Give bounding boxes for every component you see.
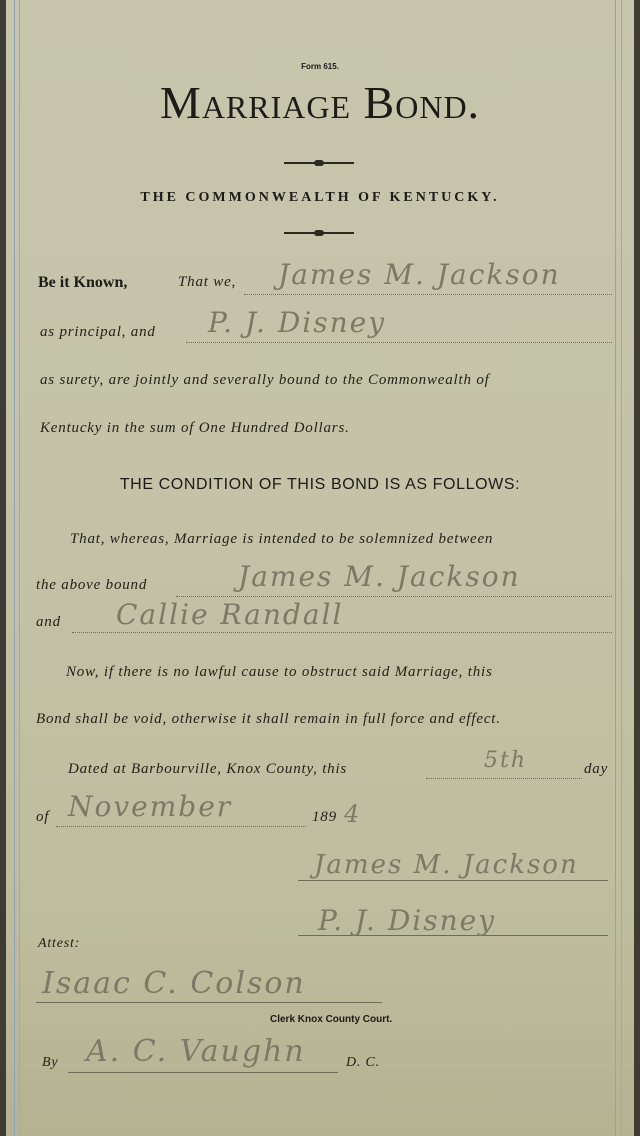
title-ornament: [284, 162, 354, 164]
lawful-cause-clause: Now, if there is no lawful cause to obstruct said Marriage, this: [66, 664, 493, 680]
be-it-known-label: Be it Known,: [38, 274, 128, 291]
above-bound-label: the above bound: [36, 577, 148, 593]
clerk-line: [36, 1002, 382, 1003]
attest-label: Attest:: [38, 936, 81, 951]
margin-line-left-red: [19, 0, 20, 1136]
subtitle-ornament: [284, 232, 354, 234]
principal-line: [244, 294, 612, 295]
and-label: and: [36, 614, 61, 630]
of-label: of: [36, 809, 50, 825]
day-value: 5th: [484, 748, 528, 773]
condition-intro: That, whereas, Marriage is intended to be solemnized between: [70, 531, 494, 547]
sum-clause: Kentucky in the sum of One Hundred Dollars.: [40, 420, 350, 436]
that-we-label: That we,: [178, 274, 237, 290]
deputy-line: [68, 1072, 338, 1073]
commonwealth-heading: THE COMMONWEALTH OF KENTUCKY.: [140, 190, 500, 205]
document-title: Marriage Bond.: [159, 77, 481, 128]
month-line: [56, 826, 306, 827]
form-number: Form 615.: [301, 62, 339, 71]
signature-line-1: [298, 880, 608, 881]
month-value: November: [68, 790, 233, 823]
margin-line-right: [615, 0, 616, 1136]
groom-line: [176, 596, 612, 597]
void-clause: Bond shall be void, otherwise it shall remain in full force and effect.: [36, 711, 501, 727]
clerk-caption: Clerk Knox County Court.: [270, 1014, 393, 1025]
dated-at-label: Dated at Barbourville, Knox County, this: [68, 761, 348, 777]
bride-line: [72, 632, 612, 633]
deputy-signature: A. C. Vaughn: [86, 1034, 306, 1069]
margin-line-left: [14, 0, 15, 1136]
surety-signature: P. J. Disney: [318, 904, 497, 937]
day-line: [426, 778, 582, 779]
day-label: day: [584, 761, 609, 777]
year-suffix: 4: [344, 800, 362, 828]
surety-name: P. J. Disney: [208, 306, 387, 339]
principal-signature: James M. Jackson: [314, 850, 579, 880]
by-label: By: [42, 1055, 59, 1070]
bride-name: Callie Randall: [116, 598, 344, 631]
marriage-bond-document: [6, 0, 634, 1136]
margin-line-right-red: [621, 0, 622, 1136]
principal-name: James M. Jackson: [278, 258, 561, 291]
clerk-signature: Isaac C. Colson: [42, 966, 306, 1001]
surety-clause: as surety, are jointly and severally bound to the Commonwealth of: [40, 372, 490, 388]
condition-heading: THE CONDITION OF THIS BOND IS AS FOLLOWS:: [119, 476, 521, 493]
dc-label: D. C.: [346, 1055, 380, 1070]
groom-name: James M. Jackson: [238, 560, 521, 593]
year-prefix: 189: [312, 809, 337, 825]
surety-line: [186, 342, 612, 343]
as-principal-label: as principal, and: [40, 324, 156, 340]
